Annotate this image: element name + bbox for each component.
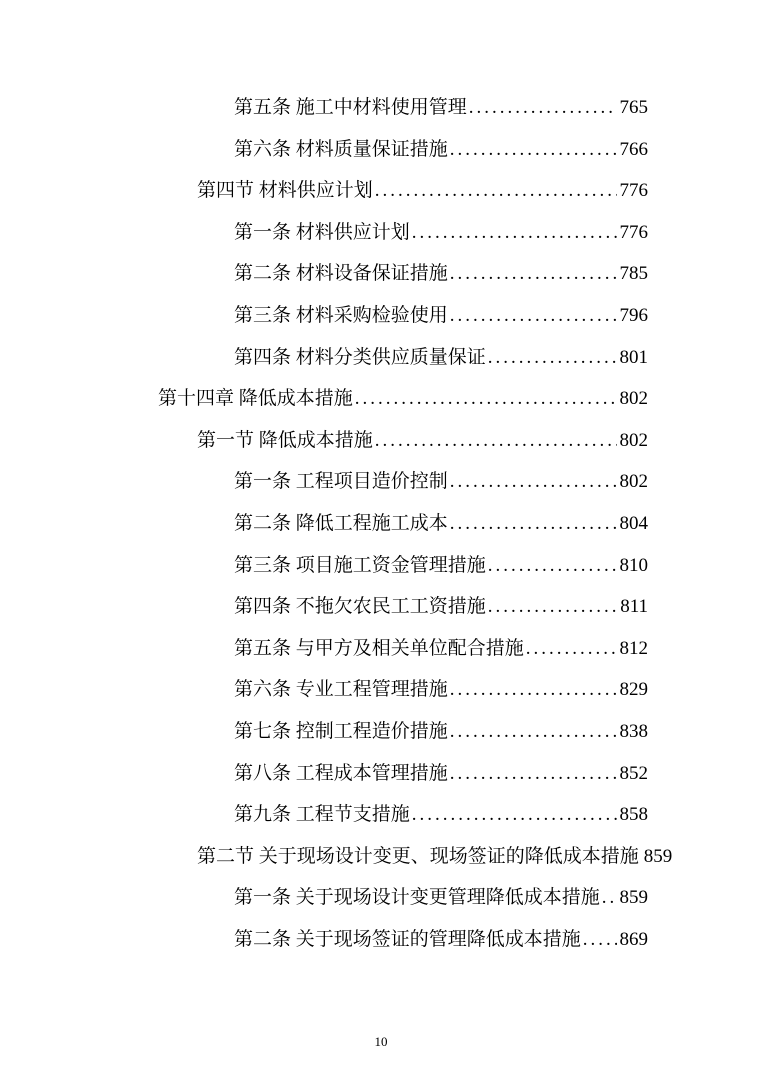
toc-entry[interactable] bbox=[158, 836, 673, 878]
toc-leader-dots bbox=[375, 420, 617, 462]
toc-leader-dots bbox=[450, 753, 617, 795]
toc-entry-text: 第一条 材料供应计划 bbox=[234, 221, 410, 243]
toc-entry[interactable] bbox=[158, 170, 648, 212]
toc-leader-dots bbox=[450, 711, 617, 753]
toc-entry-text: 第五条 与甲方及相关单位配合措施 bbox=[234, 637, 524, 659]
toc-entry[interactable] bbox=[158, 794, 648, 836]
toc-leader-dots bbox=[450, 461, 617, 503]
toc-entry[interactable] bbox=[158, 87, 648, 129]
toc-entry-text: 第二条 材料设备保证措施 bbox=[234, 263, 448, 285]
toc-leader-dots bbox=[450, 129, 617, 171]
toc-leader-dots bbox=[450, 253, 617, 295]
toc-entry-text: 第七条 控制工程造价措施 bbox=[234, 720, 448, 742]
toc-leader-dots bbox=[375, 170, 617, 212]
toc-leader-dots bbox=[583, 919, 617, 961]
toc-entry-page: 811 bbox=[620, 596, 648, 618]
toc-entry[interactable] bbox=[158, 253, 648, 295]
toc-leader-dots bbox=[602, 877, 617, 919]
toc-entry-text: 第一条 工程项目造价控制 bbox=[234, 471, 448, 493]
toc-entry-text: 第二节 关于现场设计变更、现场签证的降低成本措施 bbox=[197, 845, 639, 867]
toc-entry[interactable] bbox=[158, 545, 648, 587]
toc-entry-text: 第一节 降低成本措施 bbox=[197, 429, 373, 451]
toc-entry-page: 812 bbox=[619, 637, 648, 659]
toc-entry-page: 859 bbox=[643, 845, 673, 867]
toc-entry[interactable] bbox=[158, 337, 648, 379]
page-number: 10 bbox=[374, 1034, 388, 1049]
toc-entry-page: 776 bbox=[619, 221, 648, 243]
toc-leader-dots bbox=[412, 212, 617, 254]
toc-leader-dots bbox=[488, 586, 617, 628]
toc-entry[interactable] bbox=[158, 420, 648, 462]
toc-entry-text: 第十四章 降低成本措施 bbox=[158, 388, 353, 410]
toc-entry-page: 852 bbox=[619, 762, 648, 784]
toc-entry[interactable] bbox=[158, 503, 648, 545]
toc-entry-page: 810 bbox=[619, 554, 648, 576]
toc-entry-text: 第四条 不拖欠农民工工资措施 bbox=[234, 596, 486, 618]
toc-leader-dots bbox=[450, 669, 617, 711]
toc-entry-text: 第一条 关于现场设计变更管理降低成本措施 bbox=[234, 887, 600, 909]
toc-leader-dots bbox=[450, 503, 617, 545]
toc-entry-page: 802 bbox=[619, 388, 648, 410]
toc-leader-dots bbox=[450, 295, 617, 337]
toc-entry-text: 第六条 材料质量保证措施 bbox=[234, 138, 448, 160]
toc-entry[interactable] bbox=[158, 461, 648, 503]
toc-leader-dots bbox=[469, 87, 617, 129]
toc-entry-page: 838 bbox=[619, 720, 648, 742]
toc-leader-dots bbox=[526, 628, 617, 670]
toc-entry-page: 766 bbox=[619, 138, 648, 160]
toc-entry-page: 801 bbox=[619, 346, 648, 368]
page-footer bbox=[0, 1034, 762, 1050]
toc-leader-dots bbox=[355, 378, 617, 420]
toc-entry-text: 第九条 工程节支措施 bbox=[234, 804, 410, 826]
toc-entry-text: 第二条 关于现场签证的管理降低成本措施 bbox=[234, 928, 581, 950]
toc-entry[interactable] bbox=[158, 212, 648, 254]
toc-entry[interactable] bbox=[158, 753, 648, 795]
toc-entry-page: 802 bbox=[619, 471, 648, 493]
toc-entry-page: 804 bbox=[619, 512, 648, 534]
toc-entry[interactable] bbox=[158, 669, 648, 711]
toc-entry-text: 第六条 专业工程管理措施 bbox=[234, 679, 448, 701]
toc-entry-text: 第三条 材料采购检验使用 bbox=[234, 304, 448, 326]
toc-entry-page: 859 bbox=[619, 887, 648, 909]
toc-entry-text: 第二条 降低工程施工成本 bbox=[234, 512, 448, 534]
toc-entry[interactable] bbox=[158, 295, 648, 337]
toc-entry-page: 858 bbox=[619, 804, 648, 826]
toc-list bbox=[158, 87, 673, 960]
toc-entry-text: 第四条 材料分类供应质量保证 bbox=[234, 346, 486, 368]
toc-entry[interactable] bbox=[158, 628, 648, 670]
toc-entry-page: 829 bbox=[619, 679, 648, 701]
toc-entry-page: 785 bbox=[619, 263, 648, 285]
toc-entry-page: 869 bbox=[619, 928, 648, 950]
toc-leader-dots bbox=[412, 794, 617, 836]
toc-entry-page: 776 bbox=[619, 180, 648, 202]
toc-entry-page: 796 bbox=[619, 304, 648, 326]
toc-entry-text: 第四节 材料供应计划 bbox=[197, 180, 373, 202]
toc-entry[interactable] bbox=[158, 877, 648, 919]
toc-entry-text: 第三条 项目施工资金管理措施 bbox=[234, 554, 486, 576]
toc-entry-text: 第八条 工程成本管理措施 bbox=[234, 762, 448, 784]
toc-entry[interactable] bbox=[158, 586, 648, 628]
toc-leader-dots bbox=[488, 545, 617, 587]
toc-entry-page: 765 bbox=[619, 97, 648, 118]
toc-entry[interactable] bbox=[158, 919, 648, 961]
toc-entry[interactable] bbox=[158, 129, 648, 171]
toc-entry-text: 第五条 施工中材料使用管理 bbox=[234, 97, 467, 118]
toc-entry[interactable] bbox=[158, 711, 648, 753]
toc-entry[interactable] bbox=[158, 378, 648, 420]
toc-entry-page: 802 bbox=[619, 429, 648, 451]
toc-leader-dots bbox=[488, 337, 617, 379]
